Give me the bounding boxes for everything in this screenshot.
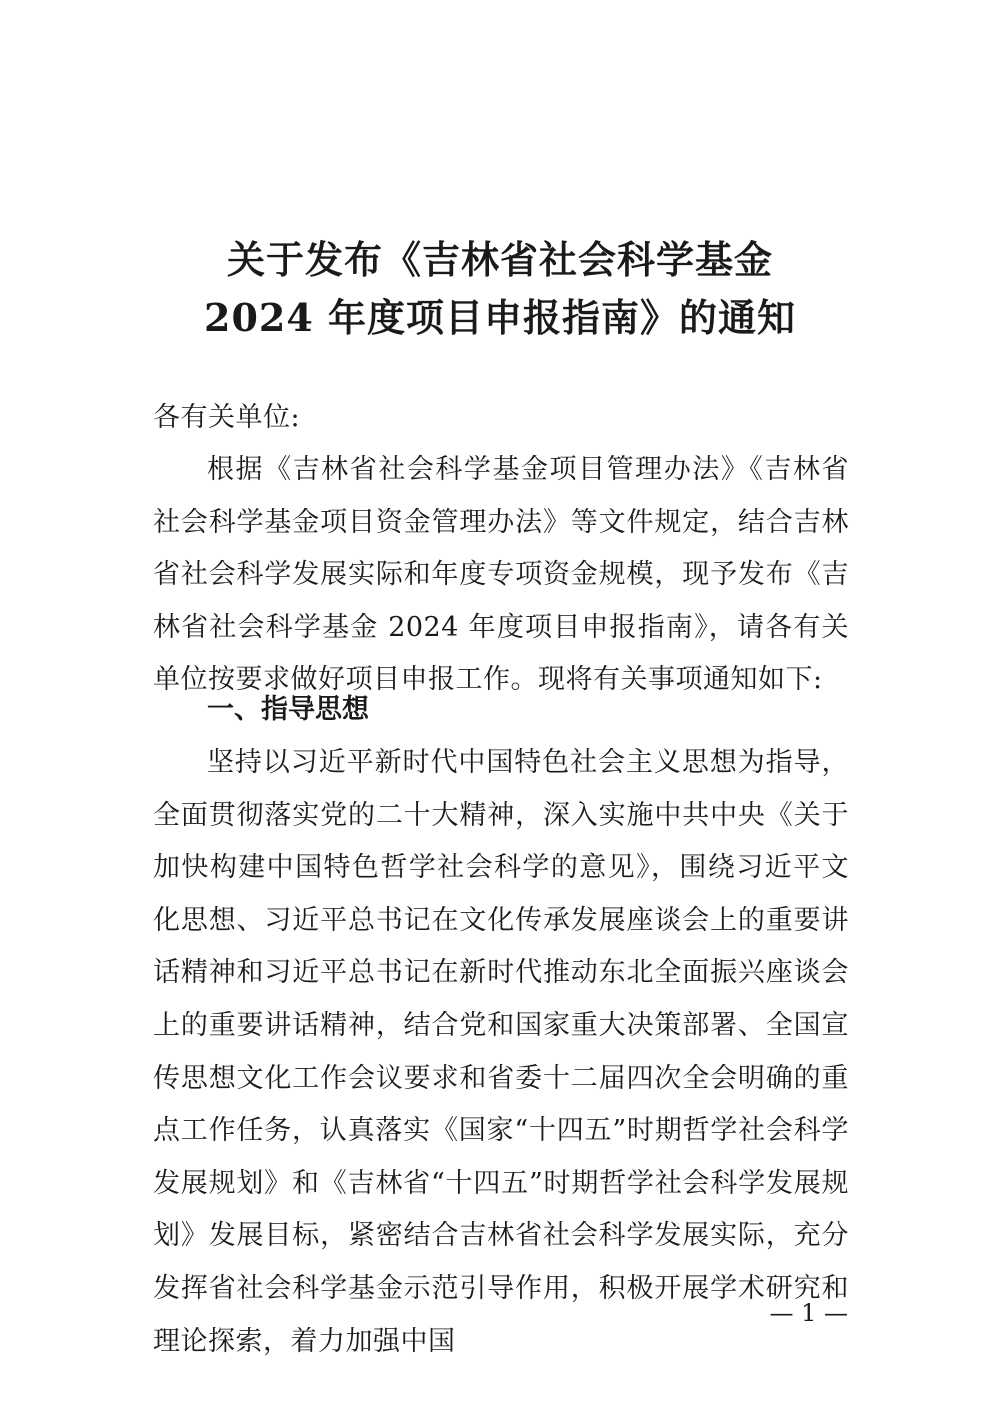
salutation: 各有关单位: bbox=[153, 402, 301, 433]
paragraph-guiding-ideology: 坚持以习近平新时代中国特色社会主义思想为指导，全面贯彻落实党的二十大精神，深入实施中共中央《关于加快构建中国特色哲学社会科学的意见》，围绕习近平文化思想、习近平总书记在文化传承发展座谈会上的重要讲话精神和习近平总书记在新时代推动东北全面振兴座谈会上的重要讲话精神，结合党和国家重大决策部署、全国宣传思想文化工作会议要求和省委十二届四次全会明确的重点工作任务，认真落实《国家“十四五”时期哲学社会科学发展规划》和《吉林省“十四五”时期哲学社会科学发展规划》发展目标，紧密结合吉林省社会科学发展实际，充分发挥省社会科学基金示范引导作用，积极开展学术研究和理论探索，着力加强中国 bbox=[153, 747, 849, 1357]
document-title-line-1: 关于发布《吉林省社会科学基金 bbox=[226, 237, 773, 282]
paragraph-intro: 根据《吉林省社会科学基金项目管理办法》《吉林省社会科学基金项目资金管理办法》等文件规定，结合吉林省社会科学发展实际和年度专项资金规模，现予发布《吉林省社会科学基金 2024 年度项目申报指南》，请各有关单位按要求做好项目申报工作。现将有关事项通知如下: bbox=[153, 454, 849, 696]
section-heading-guiding-ideology: 一、指导思想 bbox=[207, 694, 369, 725]
page-number: — 1 — bbox=[769, 1299, 848, 1327]
document-title-line-2: 2024 年度项目申报指南》的通知 bbox=[204, 295, 796, 340]
